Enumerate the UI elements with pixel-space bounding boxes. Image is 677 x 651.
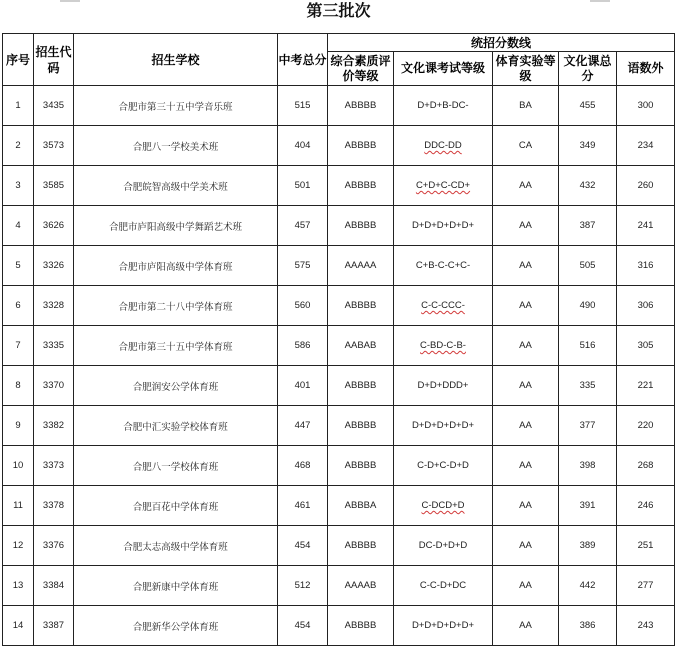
cell-code: 3384 [34, 566, 74, 606]
cell-total-score: 575 [278, 246, 328, 286]
grade-text: C+D+C-CD+ [415, 180, 471, 191]
cell-no: 5 [3, 246, 34, 286]
cell-chinese-math-english: 246 [617, 486, 675, 526]
cell-culture-exam-grade [394, 566, 493, 606]
header-culture-exam-grade: 文化课考试等级 [394, 52, 493, 86]
header-row-top [3, 34, 675, 52]
cell-pe-grade: AA [493, 166, 559, 206]
cell-culture-exam-grade [394, 486, 493, 526]
cell-pe-grade: AA [493, 526, 559, 566]
cell-school: 合肥润安公学体育班 [74, 366, 278, 406]
cell-chinese-math-english: 305 [617, 326, 675, 366]
cell-chinese-math-english: 234 [617, 126, 675, 166]
header-cutoff-group: 统招分数线 [328, 34, 675, 52]
admission-score-table [2, 33, 675, 646]
table-row [3, 366, 675, 406]
cell-culture-exam-grade [394, 406, 493, 446]
cell-chinese-math-english: 251 [617, 526, 675, 566]
cell-school: 合肥新华公学体育班 [74, 606, 278, 646]
table-row [3, 606, 675, 646]
cell-no: 4 [3, 206, 34, 246]
cell-total-score: 447 [278, 406, 328, 446]
cell-school: 合肥新康中学体育班 [74, 566, 278, 606]
grade-text: D+D+D+D+D+ [411, 420, 475, 431]
cell-chinese-math-english: 268 [617, 446, 675, 486]
cell-pe-grade: AA [493, 606, 559, 646]
cell-no: 13 [3, 566, 34, 606]
grade-text: C-DCD+D [421, 500, 465, 511]
header-code: 招生代码 [34, 34, 74, 86]
cell-school: 合肥市第三十五中学音乐班 [74, 86, 278, 126]
table-row [3, 446, 675, 486]
cell-chinese-math-english: 277 [617, 566, 675, 606]
table-row [3, 406, 675, 446]
cell-culture-total: 442 [559, 566, 617, 606]
cell-comprehensive-grade: AABAB [328, 326, 394, 366]
cell-school: 合肥市庐阳高级中学舞蹈艺术班 [74, 206, 278, 246]
cell-pe-grade: CA [493, 126, 559, 166]
cell-code: 3435 [34, 86, 74, 126]
cell-code: 3370 [34, 366, 74, 406]
cell-comprehensive-grade: ABBBB [328, 366, 394, 406]
cell-comprehensive-grade: ABBBA [328, 486, 394, 526]
cell-code: 3335 [34, 326, 74, 366]
cell-total-score: 454 [278, 526, 328, 566]
cell-no: 14 [3, 606, 34, 646]
cell-chinese-math-english: 243 [617, 606, 675, 646]
cell-code: 3326 [34, 246, 74, 286]
cell-total-score: 457 [278, 206, 328, 246]
cell-code: 3382 [34, 406, 74, 446]
cell-school: 合肥中汇实验学校体育班 [74, 406, 278, 446]
table-body [3, 86, 675, 646]
cell-comprehensive-grade: AAAAB [328, 566, 394, 606]
cell-code: 3328 [34, 286, 74, 326]
grade-text: D+D+B-DC- [417, 100, 469, 111]
cell-no: 11 [3, 486, 34, 526]
grade-text: DC-D+D+D [418, 540, 468, 551]
cell-no: 1 [3, 86, 34, 126]
cell-code: 3573 [34, 126, 74, 166]
cell-culture-total: 490 [559, 286, 617, 326]
cell-no: 9 [3, 406, 34, 446]
table-row [3, 486, 675, 526]
cell-chinese-math-english: 316 [617, 246, 675, 286]
cell-code: 3376 [34, 526, 74, 566]
cell-chinese-math-english: 300 [617, 86, 675, 126]
grade-text: D+D+DDD+ [417, 380, 469, 391]
cell-culture-total: 377 [559, 406, 617, 446]
cell-pe-grade: AA [493, 366, 559, 406]
grade-text: C+B-C-C+C- [415, 260, 471, 271]
cell-code: 3585 [34, 166, 74, 206]
table-row [3, 86, 675, 126]
cell-comprehensive-grade: ABBBB [328, 606, 394, 646]
cell-no: 7 [3, 326, 34, 366]
cell-total-score: 515 [278, 86, 328, 126]
grade-text: C-D+C-D+D [417, 460, 469, 471]
table-row [3, 246, 675, 286]
cell-culture-exam-grade [394, 246, 493, 286]
cell-school: 合肥八一学校体育班 [74, 446, 278, 486]
cell-comprehensive-grade: ABBBB [328, 166, 394, 206]
cell-code: 3626 [34, 206, 74, 246]
header-total-score: 中考总分 [278, 34, 328, 86]
cell-total-score: 586 [278, 326, 328, 366]
cell-pe-grade: AA [493, 446, 559, 486]
cell-comprehensive-grade: ABBBB [328, 286, 394, 326]
cell-no: 10 [3, 446, 34, 486]
cell-code: 3387 [34, 606, 74, 646]
cell-total-score: 461 [278, 486, 328, 526]
cell-no: 12 [3, 526, 34, 566]
cell-total-score: 512 [278, 566, 328, 606]
cell-culture-exam-grade [394, 206, 493, 246]
cell-no: 2 [3, 126, 34, 166]
cell-culture-exam-grade [394, 326, 493, 366]
cell-pe-grade: BA [493, 86, 559, 126]
grade-text: DDC-DD [424, 140, 462, 151]
cell-comprehensive-grade: ABBBB [328, 86, 394, 126]
cell-school: 合肥太志高级中学体育班 [74, 526, 278, 566]
cell-total-score: 404 [278, 126, 328, 166]
cell-school: 合肥百花中学体育班 [74, 486, 278, 526]
cell-code: 3378 [34, 486, 74, 526]
cell-pe-grade: AA [493, 246, 559, 286]
header-culture-total: 文化课总分 [559, 52, 617, 86]
cell-pe-grade: AA [493, 566, 559, 606]
cell-culture-total: 389 [559, 526, 617, 566]
cell-no: 8 [3, 366, 34, 406]
cell-comprehensive-grade: ABBBB [328, 446, 394, 486]
cell-culture-exam-grade [394, 446, 493, 486]
grade-text: C-C-CCC- [421, 300, 465, 311]
table-row [3, 206, 675, 246]
table-row [3, 326, 675, 366]
cell-comprehensive-grade: AAAAA [328, 246, 394, 286]
cell-school: 合肥皖智高级中学美术班 [74, 166, 278, 206]
cell-culture-exam-grade [394, 86, 493, 126]
cell-culture-total: 335 [559, 366, 617, 406]
header-school: 招生学校 [74, 34, 278, 86]
cell-school: 合肥市庐阳高级中学体育班 [74, 246, 278, 286]
table-row [3, 566, 675, 606]
grade-text: D+D+D+D+D+ [411, 620, 475, 631]
cell-total-score: 560 [278, 286, 328, 326]
cell-pe-grade: AA [493, 406, 559, 446]
cell-no: 3 [3, 166, 34, 206]
cell-pe-grade: AA [493, 326, 559, 366]
table-row [3, 126, 675, 166]
cell-culture-total: 387 [559, 206, 617, 246]
cell-culture-exam-grade [394, 526, 493, 566]
cell-culture-total: 455 [559, 86, 617, 126]
cell-culture-total: 398 [559, 446, 617, 486]
header-no: 序号 [3, 34, 34, 86]
cell-culture-exam-grade [394, 126, 493, 166]
cell-culture-exam-grade [394, 606, 493, 646]
cell-pe-grade: AA [493, 206, 559, 246]
cell-school: 合肥市第二十八中学体育班 [74, 286, 278, 326]
cell-chinese-math-english: 220 [617, 406, 675, 446]
cell-comprehensive-grade: ABBBB [328, 126, 394, 166]
table-row [3, 286, 675, 326]
header-comprehensive-grade: 综合素质评价等级 [328, 52, 394, 86]
table-row [3, 526, 675, 566]
cell-culture-total: 505 [559, 246, 617, 286]
cell-culture-total: 349 [559, 126, 617, 166]
cell-chinese-math-english: 241 [617, 206, 675, 246]
cell-culture-exam-grade [394, 166, 493, 206]
cell-total-score: 501 [278, 166, 328, 206]
grade-text: D+D+D+D+D+ [411, 220, 475, 231]
page-title: 第三批次 [306, 3, 371, 20]
cell-school: 合肥市第三十五中学体育班 [74, 326, 278, 366]
cell-culture-total: 432 [559, 166, 617, 206]
cell-chinese-math-english: 221 [617, 366, 675, 406]
cell-culture-exam-grade [394, 286, 493, 326]
cell-pe-grade: AA [493, 486, 559, 526]
cell-culture-exam-grade [394, 366, 493, 406]
cell-school: 合肥八一学校美术班 [74, 126, 278, 166]
cell-code: 3373 [34, 446, 74, 486]
cell-total-score: 454 [278, 606, 328, 646]
cell-culture-total: 391 [559, 486, 617, 526]
cell-culture-total: 386 [559, 606, 617, 646]
grade-text: C-BD-C-B- [420, 340, 466, 351]
cell-chinese-math-english: 306 [617, 286, 675, 326]
header-chinese-math-english: 语数外 [617, 52, 675, 86]
cell-comprehensive-grade: ABBBB [328, 206, 394, 246]
cell-culture-total: 516 [559, 326, 617, 366]
cell-total-score: 401 [278, 366, 328, 406]
cell-pe-grade: AA [493, 286, 559, 326]
table-row [3, 166, 675, 206]
cell-no: 6 [3, 286, 34, 326]
cell-comprehensive-grade: ABBBB [328, 406, 394, 446]
grade-text: C-C-D+DC [419, 580, 467, 591]
cell-chinese-math-english: 260 [617, 166, 675, 206]
header-pe-grade: 体育实验等级 [493, 52, 559, 86]
cell-comprehensive-grade: ABBBB [328, 526, 394, 566]
cell-total-score: 468 [278, 446, 328, 486]
